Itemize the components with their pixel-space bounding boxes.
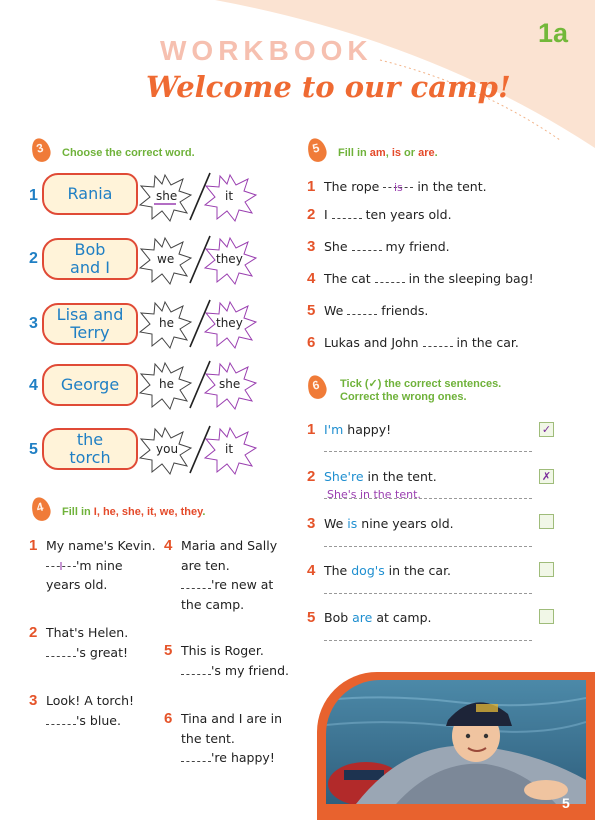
item-number: 1: [307, 178, 316, 195]
tick-checkbox[interactable]: ✗: [539, 469, 554, 484]
fill-item: That's Helen. 's great!: [46, 625, 129, 660]
camp-boy-photo: [326, 680, 586, 804]
fill-item: Look! A torch! 's blue.: [46, 693, 135, 728]
item-number: 1: [29, 537, 38, 554]
item-number: 6: [164, 710, 173, 727]
unit-label: 1a: [538, 18, 569, 48]
fill-item: Maria and Sally are ten. 're new at the camp.: [181, 538, 278, 612]
item-number: 4: [164, 537, 173, 554]
option-a[interactable]: you: [156, 442, 179, 456]
tick-checkbox[interactable]: [539, 514, 554, 529]
fill-item: Tina and I are in the tent. 're happy!: [181, 711, 283, 765]
option-b[interactable]: it: [225, 189, 234, 203]
noun-text: Bob and I: [70, 240, 110, 277]
page-number: 5: [562, 795, 570, 811]
correction-line[interactable]: [324, 546, 532, 547]
exercise-4-instruction: Fill in I, he, she, it, we, they.: [62, 506, 206, 518]
noun-card: Rania: [42, 173, 138, 215]
answer-blank[interactable]: I: [46, 556, 76, 567]
exercise-badge: 6: [305, 373, 328, 401]
correction-line[interactable]: [324, 593, 532, 594]
option-b[interactable]: they: [216, 316, 243, 330]
answer-blank[interactable]: [332, 208, 362, 219]
exercise-badge: 4: [29, 495, 52, 523]
option-b[interactable]: they: [216, 252, 243, 266]
item-number: 3: [307, 515, 316, 532]
option-a[interactable]: he: [159, 316, 174, 330]
tick-sentence: The dog's in the car.: [324, 563, 452, 578]
tick-checkbox[interactable]: ✓: [539, 422, 554, 437]
noun-text: the torch: [69, 430, 111, 467]
item-number: 5: [307, 302, 316, 319]
answer-blank[interactable]: [423, 336, 453, 347]
item-number: 2: [29, 250, 38, 267]
handwritten-correction: She's in the tent.: [327, 488, 421, 501]
exercise-6-instruction-line1: Tick (✓) the correct sentences.: [340, 378, 502, 390]
noun-text: Lisa and Terry: [56, 305, 124, 342]
correction-line[interactable]: [324, 451, 532, 452]
fill-item: This is Roger. 's my friend.: [181, 643, 290, 678]
fill-item: My name's Kevin. I 'm nine years old.: [46, 538, 156, 592]
correction-line[interactable]: [324, 640, 532, 641]
tick-checkbox[interactable]: [539, 609, 554, 624]
tick-checkbox[interactable]: [539, 562, 554, 577]
item-number: 5: [29, 441, 38, 458]
fill-sentence: I ten years old.: [324, 207, 452, 222]
noun-card: George: [42, 364, 138, 406]
fill-sentence: Lukas and John in the car.: [324, 335, 519, 350]
answer-blank[interactable]: [46, 714, 76, 725]
item-number: 4: [29, 377, 38, 394]
answer-blank[interactable]: [352, 240, 382, 251]
answer-blank[interactable]: [375, 272, 405, 283]
exercise-3-instruction: Choose the correct word.: [62, 147, 195, 159]
item-number: 4: [307, 270, 316, 287]
item-number: 3: [29, 692, 38, 709]
exercise-6-instruction-line2: Correct the wrong ones.: [340, 391, 467, 403]
item-number: 2: [307, 468, 316, 485]
answer-blank[interactable]: is: [383, 177, 413, 188]
item-number: 5: [164, 642, 173, 659]
item-number: 2: [29, 624, 38, 641]
answer-blank[interactable]: [181, 664, 211, 675]
answer-blank[interactable]: [46, 646, 76, 657]
fill-sentence: The rope is in the tent.: [324, 179, 487, 194]
option-a[interactable]: he: [159, 377, 174, 391]
exercise-5-instruction: Fill in am, is or are.: [338, 147, 438, 159]
exercise-badge: 3: [29, 136, 52, 164]
item-number: 3: [29, 315, 38, 332]
fill-sentence: She my friend.: [324, 239, 450, 254]
workbook-heading: WORKBOOK: [160, 35, 373, 66]
tick-sentence: We is nine years old.: [324, 516, 454, 531]
option-b[interactable]: she: [219, 377, 241, 391]
item-number: 1: [29, 187, 38, 204]
tick-sentence: I'm happy!: [324, 422, 392, 437]
item-number: 6: [307, 334, 316, 351]
item-number: 5: [307, 609, 316, 626]
option-a[interactable]: we: [157, 252, 175, 266]
item-number: 1: [307, 421, 316, 438]
item-number: 4: [307, 562, 316, 579]
item-number: 2: [307, 206, 316, 223]
page-title: Welcome to our camp!: [146, 70, 511, 104]
fill-sentence: The cat in the sleeping bag!: [324, 271, 534, 286]
answer-blank[interactable]: [181, 578, 211, 589]
fill-sentence: We friends.: [324, 303, 429, 318]
exercise-badge: 5: [305, 136, 328, 164]
answer-blank[interactable]: [347, 304, 377, 315]
answer-blank[interactable]: [181, 751, 211, 762]
option-a[interactable]: she: [156, 189, 178, 203]
option-b[interactable]: it: [225, 442, 234, 456]
tick-sentence: She're in the tent.: [324, 469, 437, 484]
tick-sentence: Bob are at camp.: [324, 610, 432, 625]
item-number: 3: [307, 238, 316, 255]
